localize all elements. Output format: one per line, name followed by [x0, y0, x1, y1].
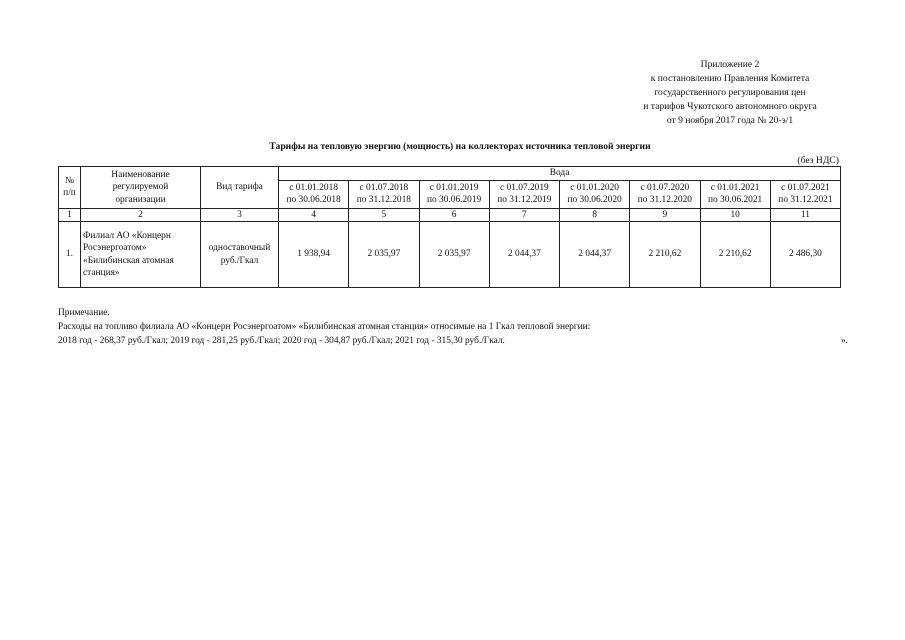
column-number: 3 — [201, 208, 279, 222]
column-number-row — [59, 208, 841, 222]
tariff-value: 2 035,97 — [349, 222, 419, 288]
header-num-line: № — [65, 175, 74, 186]
period-start: с 01.07.2019 — [500, 182, 549, 193]
header-period — [770, 180, 840, 208]
row-org-line: Росэнергоатом» — [83, 243, 147, 253]
period-start: с 01.07.2018 — [359, 182, 409, 193]
row-org-line: Филиал АО «Концерн — [83, 230, 171, 241]
period-start: с 01.01.2021 — [710, 182, 760, 193]
note-text: Расходы на топливо филиала АО «Концерн Росэнергоатом» «Билибинская атомная станция» относимые на 1 Гкал тепловой энергии: — [58, 322, 591, 332]
column-number: 6 — [419, 208, 489, 222]
tariff-value: 2 044,37 — [560, 222, 630, 288]
row-org-line: станция» — [83, 268, 120, 278]
tariff-value: 2 044,37 — [489, 222, 559, 288]
tariff-value: 2 210,62 — [700, 222, 770, 288]
note-values-line — [58, 334, 848, 348]
period-start: с 01.07.2021 — [781, 182, 830, 193]
period-start: с 01.01.2018 — [289, 182, 338, 193]
appendix-line: к постановлению Правления Комитета — [650, 73, 810, 84]
header-org-line: организации — [115, 194, 166, 205]
column-number: 10 — [700, 208, 770, 222]
header-tariff-type: Вид тарифа — [201, 167, 279, 209]
appendix-line: и тарифов Чукотского автономного округа — [643, 101, 817, 112]
header-period — [700, 180, 770, 208]
period-end: по 31.12.2018 — [356, 195, 411, 205]
period-end: по 30.06.2020 — [567, 195, 622, 205]
header-org — [81, 167, 201, 209]
column-number: 2 — [81, 208, 201, 222]
appendix-header — [560, 58, 900, 128]
header-period — [489, 180, 559, 208]
header-org-line: регулируемой — [112, 182, 169, 192]
period-end: по 30.06.2018 — [286, 195, 341, 205]
note-closing-quote: ». — [840, 336, 848, 346]
period-end: по 31.12.2019 — [497, 195, 552, 205]
vat-note: (без НДС) — [797, 155, 839, 166]
header-period — [419, 180, 489, 208]
appendix-line: от 9 ноября 2017 года № 20-э/1 — [666, 115, 794, 126]
header-period — [560, 180, 630, 208]
period-start: с 01.01.2019 — [429, 182, 479, 193]
tariff-value: 1 938,94 — [279, 222, 349, 288]
tariff-value: 2 035,97 — [419, 222, 489, 288]
header-group: Вода — [279, 167, 841, 181]
table-row — [59, 222, 841, 288]
column-number: 8 — [560, 208, 630, 222]
header-org-line: Наименование — [111, 169, 170, 180]
column-number: 4 — [279, 208, 349, 222]
row-tariff-type — [201, 222, 279, 288]
period-end: по 30.06.2021 — [708, 195, 763, 205]
header-row — [59, 167, 841, 181]
period-start: с 01.01.2020 — [570, 182, 619, 193]
column-number: 1 — [59, 208, 81, 222]
document-title: Тарифы на тепловую энергию (мощность) на коллекторах источника тепловой энергии — [269, 141, 651, 152]
tariff-value: 2 486,30 — [770, 222, 840, 288]
period-end: по 31.12.2020 — [637, 195, 692, 205]
appendix-line: Приложение 2 — [700, 59, 760, 70]
row-tariff-type-line: одноставочный — [208, 243, 271, 253]
row-tariff-type-line: руб./Гкал — [220, 255, 259, 266]
header-num-line: п/п — [63, 188, 76, 199]
header-period — [630, 180, 700, 208]
header-period — [349, 180, 419, 208]
period-end: по 31.12.2021 — [778, 195, 833, 205]
row-num: 1. — [59, 222, 81, 288]
tariff-value: 2 210,62 — [630, 222, 700, 288]
note-heading: Примечание. — [58, 308, 110, 318]
column-number: 9 — [630, 208, 700, 222]
header-period — [279, 180, 349, 208]
column-number: 7 — [489, 208, 559, 222]
period-start: с 01.07.2020 — [640, 182, 690, 193]
note-block — [58, 306, 848, 348]
period-end: по 30.06.2019 — [427, 195, 482, 205]
note-values: 2018 год - 268,37 руб./Гкал; 2019 год - 281,25 руб./Гкал; 2020 год - 304,87 руб./Гкал; 2021 год - 315,30 руб./Гкал. — [58, 336, 505, 346]
column-number: 11 — [770, 208, 840, 222]
row-org-line: «Билибинская атомная — [83, 255, 174, 266]
row-org — [81, 222, 201, 288]
appendix-line: государственного регулирования цен — [654, 87, 806, 98]
tariff-table — [58, 166, 841, 288]
header-num — [59, 167, 81, 209]
column-number: 5 — [349, 208, 419, 222]
